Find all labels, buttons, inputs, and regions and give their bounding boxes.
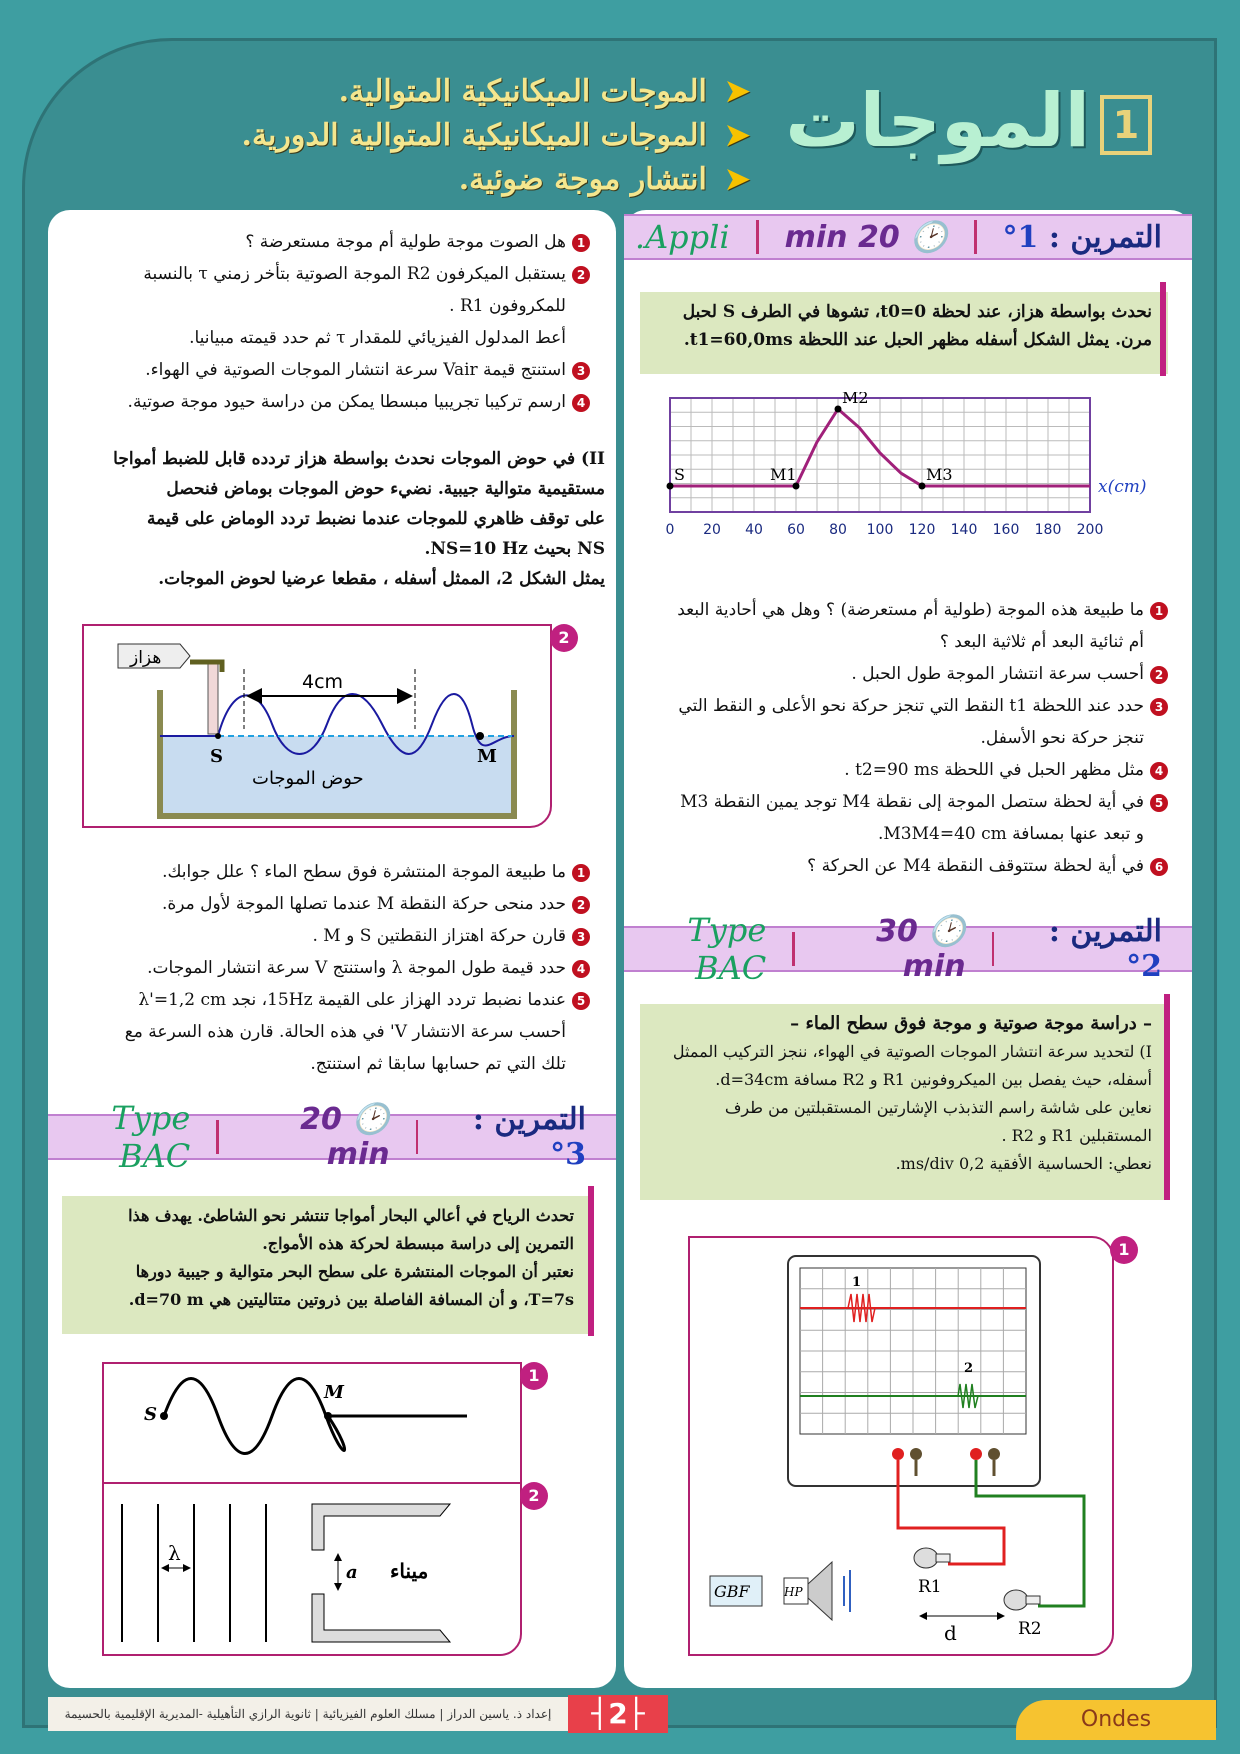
footer-text: إعداد ذ. ياسين الدراز | مسلك العلوم الفيزيائية | ثانوية الرازي التأهيلية -المديرية الإقليمية بالحسيمة bbox=[48, 1697, 568, 1731]
input-2-red bbox=[970, 1448, 982, 1460]
ch2-label: 2 bbox=[964, 1361, 974, 1376]
ex2-header bbox=[624, 911, 1192, 987]
d-label: d bbox=[944, 1621, 957, 1645]
point-m3 bbox=[919, 483, 926, 490]
ex2-intro-accent bbox=[1164, 994, 1170, 1200]
input-2-black bbox=[988, 1448, 1000, 1460]
lambda-label: λ bbox=[168, 1541, 181, 1565]
figure-number-2b: 2 bbox=[520, 1482, 548, 1510]
separator bbox=[416, 1120, 419, 1154]
x-tick-label: 140 bbox=[950, 522, 978, 538]
ex2-time: 🕑 30 min bbox=[876, 914, 966, 984]
ch1-label: 1 bbox=[852, 1275, 862, 1290]
sea-wave bbox=[164, 1379, 345, 1454]
vibrator-label: هزاز bbox=[130, 648, 162, 668]
sea-point-s bbox=[160, 1412, 168, 1420]
ex3-header bbox=[48, 1099, 616, 1175]
port-lower-wall bbox=[312, 1594, 450, 1642]
ex3-intro: تحدث الرياح في أعالي البحار أمواجا تنتشر نحو الشاطئ. يهدف هذا التمرين إلى دراسة مبسطة لحركة هذه الأمواج. نعتبر أن الموجات المنتشرة على سطح البحر متوالية و جيبية دورها T=7s، و أن المسافة الفاصلة بين ذروتين متتاليتين هي d=70 m. bbox=[62, 1196, 590, 1334]
arrow-icon: ➤ bbox=[724, 162, 750, 197]
ex1-label: التمرين : 1° bbox=[1002, 219, 1162, 255]
topic-item: ➤انتشار موجة ضوئية. bbox=[458, 162, 750, 197]
left-questions-2: 1ما طبيعة الموجة المنتشرة فوق سطح الماء ؟ علل جوابك. 2حدد منحى حركة النقطة M عندما تصلها الموجة لأول مرة. 3قارن حركة اهتزاز النقطتين S و M . 4حدد قيمة طول الموجة λ واستنتج V سرعة انتشار الموجات. 5عندما نضبط تردد الهزاز على القيمة 15Hz، نجد λ'=1,2 cm أحسب سرعة الانتشار V' في هذه الحالة. قارن هذه السرعة مع تلك التي تم حسابها سابقا ثم استنتج. bbox=[70, 856, 590, 1080]
sound-lines bbox=[844, 1570, 850, 1612]
sea-label-m: M bbox=[324, 1382, 344, 1403]
r1-label: R1 bbox=[918, 1577, 942, 1597]
x-tick-label: 60 bbox=[787, 522, 805, 538]
gbf-label: GBF bbox=[714, 1582, 750, 1601]
ex1-intro: نحدث بواسطة هزاز، عند لحظة t0=0، تشوها في الطرف S لحبل مرن. يمثل الشكل أسفله مظهر الحبل عند اللحظة t1=60,0ms. bbox=[640, 292, 1168, 374]
point-s bbox=[667, 483, 674, 490]
clock-icon: 🕑 bbox=[910, 219, 948, 255]
chapter-number: 1 bbox=[1100, 95, 1152, 155]
figure-number-1: 1 bbox=[520, 1362, 548, 1390]
left-top-questions: 1هل الصوت موجة طولية أم موجة مستعرضة ؟ 2يستقبل الميكرفون R2 الموجة الصوتية بتأخر زمني τ بالنسبة للمكروفون R1 . أعط المدلول الفيزيائي للمقدار τ ثم حدد قيمته مبيانيا. 3استنتج قيمة Vair سرعة انتشار الموجات الصوتية في الهواء. 4ارسم تركيبا تجريبيا مبسطا يمكن من دراسة حيود موجة صوتية. bbox=[80, 226, 590, 418]
part2-text: II) في حوض الموجات نحدث بواسطة هزاز تردده قابل للضبط أمواجا مستقيمية متوالية جيبية. نضيء حوض الموجات بوماض فنحصل على توقف ظاهري للموجات عندما نضبط تردد الوماض على قيمة NS بحيث NS=10 Hz. يمثل الشكل 2، الممثل أسفله ، مقطعا عرضيا لحوض الموجات. bbox=[113, 449, 605, 589]
speaker-cone bbox=[808, 1562, 832, 1620]
topics-list bbox=[80, 70, 750, 202]
topic-item: ➤الموجات الميكانيكية المتوالية. bbox=[338, 74, 750, 109]
wave-tank-svg bbox=[82, 624, 552, 828]
figure-number-2: 2 bbox=[550, 624, 578, 652]
rope-chart bbox=[656, 392, 1156, 582]
x-tick-label: 100 bbox=[866, 522, 894, 538]
port-svg bbox=[102, 1482, 522, 1656]
input-1-red bbox=[892, 1448, 904, 1460]
tank-label: حوض الموجات bbox=[252, 768, 364, 789]
figure-number-1c: 1 bbox=[1110, 1236, 1138, 1264]
point-m2 bbox=[835, 406, 842, 413]
x-tick-label: 80 bbox=[829, 522, 847, 538]
port-upper-wall bbox=[312, 1504, 450, 1550]
ex1-intro-accent bbox=[1160, 282, 1166, 376]
aperture-label: a bbox=[346, 1562, 358, 1583]
x-tick-label: 20 bbox=[703, 522, 721, 538]
x-tick-label: 200 bbox=[1076, 522, 1104, 538]
x-tick-label: 160 bbox=[992, 522, 1020, 538]
separator bbox=[756, 220, 759, 254]
chapter-title: الموجات bbox=[785, 78, 1090, 164]
page-number: ┤2├ bbox=[568, 1695, 668, 1733]
ex1-questions: 1ما طبيعة هذه الموجة (طولية أم مستعرضة) ؟ وهل هي أحادية البعد أم ثنائية البعد أم ثلاثية البعد ؟ 2أحسب سرعة انتشار الموجة طول الحبل . 3حدد عند اللحظة t1 النقط التي تنجز حركة نحو الأعلى و النقط التي تنجز حركة نحو الأسفل. 4مثل مظهر الحبل في اللحظة t2=90 ms . 5في أية لحظة ستصل الموجة إلى نقطة M4 توجد يمين النقطة M3 و تبعد عنها بمسافة M3M4=40 cm. 6في أية لحظة ستتوقف النقطة M4 عن الحركة ؟ bbox=[648, 594, 1168, 882]
x-axis-label: x(cm) bbox=[1098, 477, 1147, 497]
subject-label: Ondes bbox=[1016, 1700, 1216, 1740]
ex3-intro-accent bbox=[588, 1186, 594, 1336]
label-s: S bbox=[210, 746, 223, 767]
sea-wave-svg bbox=[102, 1362, 522, 1484]
ex2-type: Type BAC bbox=[687, 911, 767, 987]
r2-label: R2 bbox=[1018, 1619, 1042, 1639]
x-tick-label: 120 bbox=[908, 522, 936, 538]
sea-point-m bbox=[324, 1412, 332, 1420]
mic-r2 bbox=[1004, 1590, 1028, 1610]
clock-icon: 🕑 bbox=[928, 914, 966, 949]
distance-label: 4cm bbox=[302, 671, 344, 693]
arrow-icon: ➤ bbox=[724, 118, 750, 153]
topic-item: ➤الموجات الميكانيكية المتوالية الدورية. bbox=[241, 118, 750, 153]
input-1-black bbox=[910, 1448, 922, 1460]
ex2-label: التمرين : 2° bbox=[1048, 914, 1162, 984]
hp-label: HP bbox=[784, 1585, 803, 1599]
mic-r2-body bbox=[1026, 1596, 1040, 1604]
sea-label-s: S bbox=[144, 1404, 157, 1425]
ex1-time: 🕑 20 min bbox=[784, 219, 948, 255]
vibrator-rod bbox=[208, 662, 218, 734]
label-m3: M3 bbox=[926, 465, 953, 484]
mic-r1-body bbox=[936, 1554, 950, 1562]
x-tick-label: 0 bbox=[665, 522, 675, 538]
separator bbox=[216, 1120, 219, 1154]
ex2-intro: – دراسة موجة صوتية و موجة فوق سطح الماء – I) لتحديد سرعة انتشار الموجات الصوتية في الهواء، ننجز التركيب الممثل أسفله، حيث يفصل بين الميكروفونين R1 و R2 مسافة d=34cm. نعاين على شاشة راسم التذبذب الإشارتين المستقبلتين من طرف المستقبلين R1 و R2 . نعطي: الحساسية الأفقية 0,2 ms/div. bbox=[640, 1004, 1168, 1200]
point-s bbox=[215, 733, 221, 739]
ex1-header bbox=[624, 214, 1192, 260]
point-m bbox=[476, 732, 484, 740]
port-label: ميناء bbox=[390, 1559, 429, 1583]
label-s: S bbox=[674, 465, 685, 484]
ex1-type: Appli. bbox=[634, 218, 730, 256]
ex3-type: Type BAC bbox=[111, 1099, 191, 1175]
x-tick-label: 180 bbox=[1034, 522, 1062, 538]
label-m1: M1 bbox=[770, 465, 797, 484]
ex3-time: 🕑 20 min bbox=[300, 1102, 390, 1172]
separator bbox=[792, 932, 795, 966]
label-m: M bbox=[477, 746, 497, 767]
label-m2: M2 bbox=[842, 392, 869, 407]
ex3-label: التمرين : 3° bbox=[472, 1102, 586, 1172]
oscilloscope-svg bbox=[688, 1236, 1114, 1656]
arrow-icon: ➤ bbox=[724, 74, 750, 109]
separator bbox=[974, 220, 977, 254]
mic-r1 bbox=[914, 1548, 938, 1568]
x-tick-label: 40 bbox=[745, 522, 763, 538]
clock-icon: 🕑 bbox=[352, 1102, 390, 1137]
separator bbox=[992, 932, 995, 966]
